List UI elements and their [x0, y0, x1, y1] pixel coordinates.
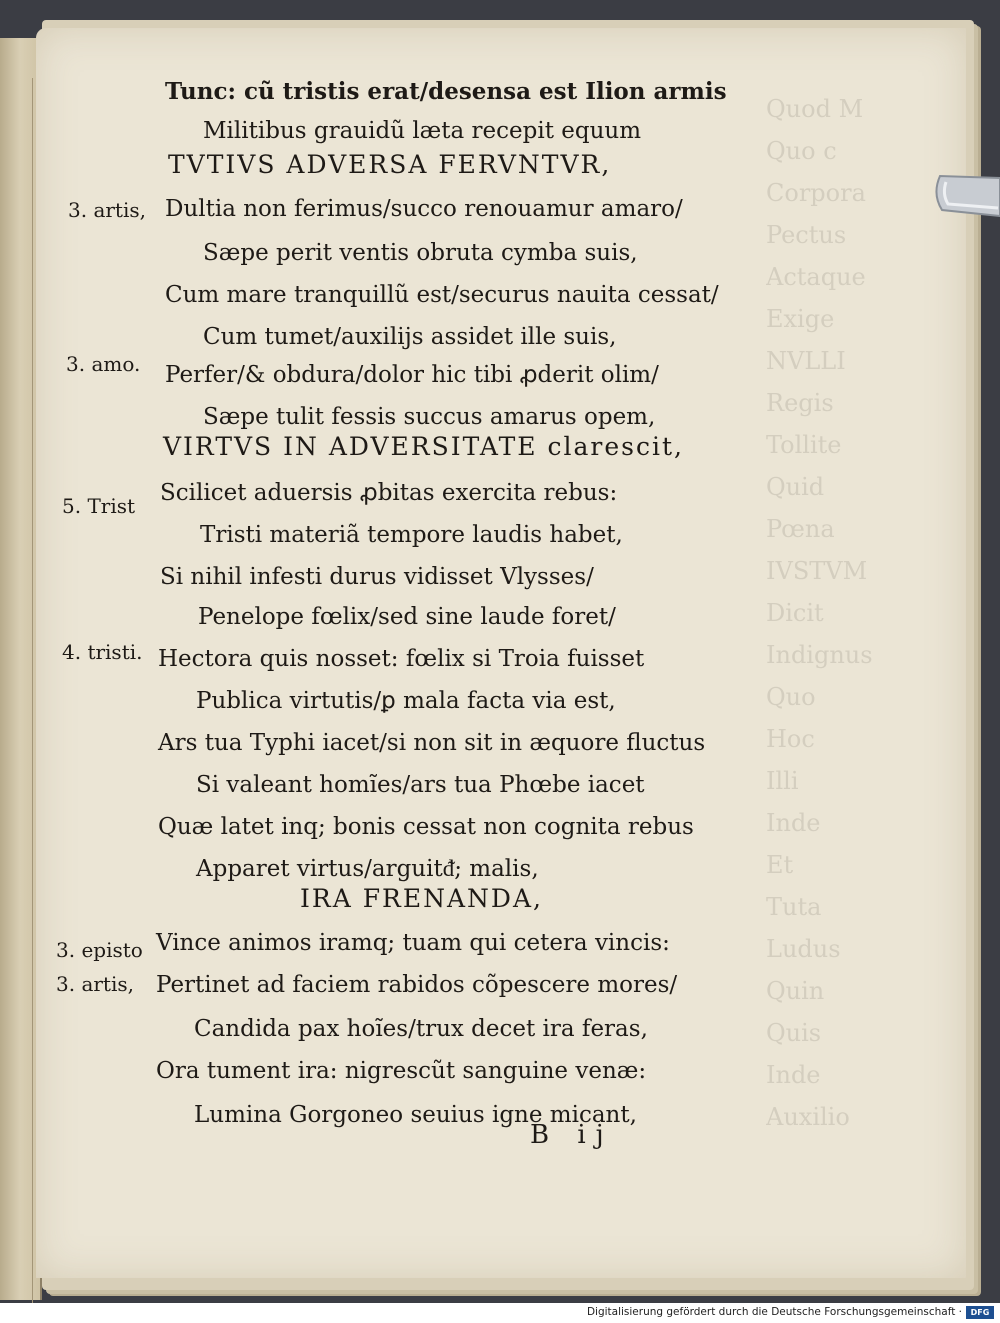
ghost-line: Regis [766, 389, 834, 417]
funding-credit: Digitalisierung gefördert durch die Deutsche Forschungsgemeinschaft · [586, 1306, 962, 1318]
ghost-line: Inde [766, 809, 821, 837]
text-line: Apparet virtus/arguitᵭ; malis, [196, 856, 539, 882]
text-line: Penelope fœlix/sed sine laude foret/ [198, 604, 616, 630]
margin-reference: 4. tristi. [62, 640, 143, 664]
text-line: Cum tumet/auxilijs assidet ille suis, [203, 324, 617, 350]
ghost-line: Tuta [766, 893, 822, 921]
margin-reference: 3. artis, [68, 198, 146, 222]
ghost-line: Ludus [766, 935, 841, 963]
ghost-line: Hoc [766, 725, 815, 753]
text-line: Scilicet aduersis ꝓbitas exercita rebus: [160, 480, 618, 506]
text-line: Sæpe tulit fessis succus amarus opem, [203, 404, 656, 430]
section-heading: VIRTVS IN ADVERSITATE clarescit, [163, 432, 684, 461]
page-clip-icon [930, 170, 1000, 218]
text-line: Ora tument ira: nigrescũt sanguine venæ: [156, 1058, 647, 1084]
text-line: Sæpe perit ventis obruta cymba suis, [203, 240, 638, 266]
ghost-line: Quo [766, 683, 816, 711]
text-line: Dultia non ferimus/succo renouamur amaro/ [165, 196, 683, 222]
ghost-line: Inde [766, 1061, 821, 1089]
ghost-line: Quo c [766, 137, 837, 165]
section-heading: IRA FRENANDA, [300, 884, 543, 913]
text-line: Si nihil infesti durus vidisset Vlysses/ [160, 564, 594, 590]
text-line: Pertinet ad faciem rabidos cõpescere mores/ [156, 972, 678, 998]
ghost-line: Quis [766, 1019, 822, 1047]
text-line: Perfer/& obdura/dolor hic tibi ꝓderit olim/ [165, 362, 659, 388]
margin-reference: 5. Trist [62, 494, 136, 518]
margin-reference: 3. artis, [56, 972, 134, 996]
text-line: Militibus grauidũ læta recepit equum [203, 118, 642, 144]
text-line: Quæ latet inq; bonis cessat non cognita rebus [158, 814, 694, 840]
ghost-line: Exige [766, 305, 835, 333]
ghost-line: Indignus [766, 641, 873, 669]
ghost-line: Tollite [766, 431, 842, 459]
ghost-line: Quid [766, 473, 825, 501]
left-page-fold [6, 78, 33, 1303]
ghost-line: Pectus [766, 221, 847, 249]
text-line: Ars tua Typhi iacet/si non sit in æquore fluctus [158, 730, 706, 756]
ghost-line: Quod M [766, 95, 864, 123]
ghost-line: Quin [766, 977, 825, 1005]
ghost-line: IVSTVM [766, 557, 868, 585]
ghost-line: Dicit [766, 599, 824, 627]
text-line: Hectora quis nosset: fœlix si Troia fuisset [158, 646, 645, 672]
text-line: Publica virtutis/ꝑ mala facta via est, [196, 688, 616, 714]
text-line: Tunc: cũ tristis erat/desensa est Ilion armis [165, 78, 727, 105]
text-line: Si valeant homĩes/ars tua Phœbe iacet [196, 772, 645, 798]
text-line: Vince animos iramq; tuam qui cetera vincis: [156, 930, 670, 956]
ghost-line: Illi [766, 767, 799, 795]
ghost-line: Pœna [766, 515, 835, 543]
text-line: Candida pax hoĩes/trux decet ira feras, [194, 1016, 648, 1042]
ghost-line: Auxilio [766, 1103, 850, 1131]
ghost-line: Actaque [766, 263, 866, 291]
dfg-logo: DFG [966, 1306, 994, 1319]
text-line: Cum mare tranquillũ est/securus nauita cessat/ [165, 282, 719, 308]
section-heading: TVTIVS ADVERSA FERVNTVR, [168, 150, 612, 179]
footer-bar [0, 1303, 1000, 1323]
ghost-line: Corpora [766, 179, 866, 207]
ghost-line: NVLLI [766, 347, 846, 375]
text-line: Lumina Gorgoneo seuius igne micant, [194, 1102, 637, 1128]
text-line: Tristi materiã tempore laudis habet, [200, 522, 623, 548]
margin-reference: 3. amo. [66, 352, 141, 376]
ghost-line: Et [766, 851, 794, 879]
signature-mark: B ij [530, 1120, 614, 1150]
margin-reference: 3. episto [56, 938, 143, 962]
bleed-through-text [766, 88, 996, 1188]
